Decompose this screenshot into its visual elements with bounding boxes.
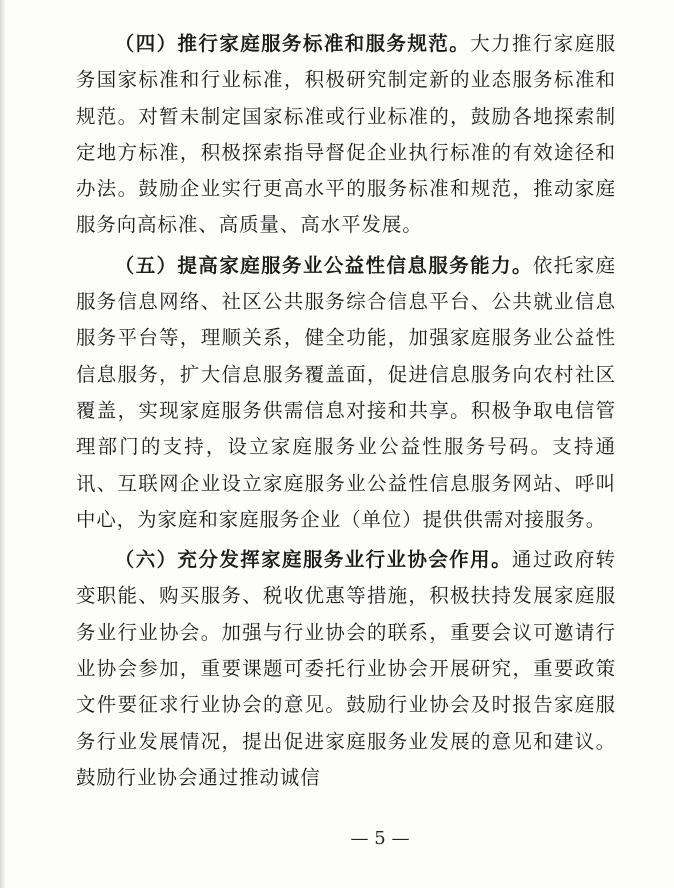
paragraph-4-heading: （四）推行家庭服务标准和服务规范。 — [114, 32, 471, 55]
paragraph-6-heading: （六）充分发挥家庭服务业行业协会作用。 — [114, 548, 512, 572]
paragraph-4-body: 大力推行家庭服务国家标准和行业标准，积极研究制定新的业态服务标准和规范。对暂未制定国家标准或行业标准的，鼓励各地探索制定地方标准，积极探索指导督促企业执行标准的有效途径和办法。鼓励企业实行更高水平的服务标准和规范，推动家庭服务向高标准、高质量、高水平发展。 — [76, 32, 617, 237]
paragraph-5-heading: （五）提高家庭服务业公益性信息服务能力。 — [114, 253, 533, 277]
paragraph-4 — [76, 26, 616, 244]
document-body — [76, 26, 616, 796]
page-edge-shadow — [0, 0, 6, 888]
paragraph-6 — [76, 542, 616, 796]
page-number: — 5 — — [350, 828, 410, 849]
paragraph-5-body: 依托家庭服务信息网络、社区公共服务综合信息平台、公共就业信息服务平台等，理顺关系，健全功能，加强家庭服务业公益性信息服务，扩大信息服务覆盖面，促进信息服务向农村社区覆盖，实现家庭服务供需信息对接和共享。积极争取电信管理部门的支持，设立家庭服务业公益性服务号码。支持通讯、互联网企业设立家庭服务业公益性信息服务网站、呼叫中心，为家庭和家庭服务企业（单位）提供供需对接服务。 — [76, 253, 617, 531]
paragraph-6-body: 通过政府转变职能、购买服务、税收优惠等措施，积极扶持发展家庭服务业行业协会。加强与行业协会的联系，重要会议可邀请行业协会参加，重要课题可委托行业协会开展研究，重要政策文件要征求行业协会的意见。鼓励行业协会及时报告家庭服务行业发展情况，提出促进家庭服务业发展的意见和建议。鼓励行业协会通过推动诚信 — [76, 548, 617, 789]
paragraph-5 — [76, 248, 616, 538]
